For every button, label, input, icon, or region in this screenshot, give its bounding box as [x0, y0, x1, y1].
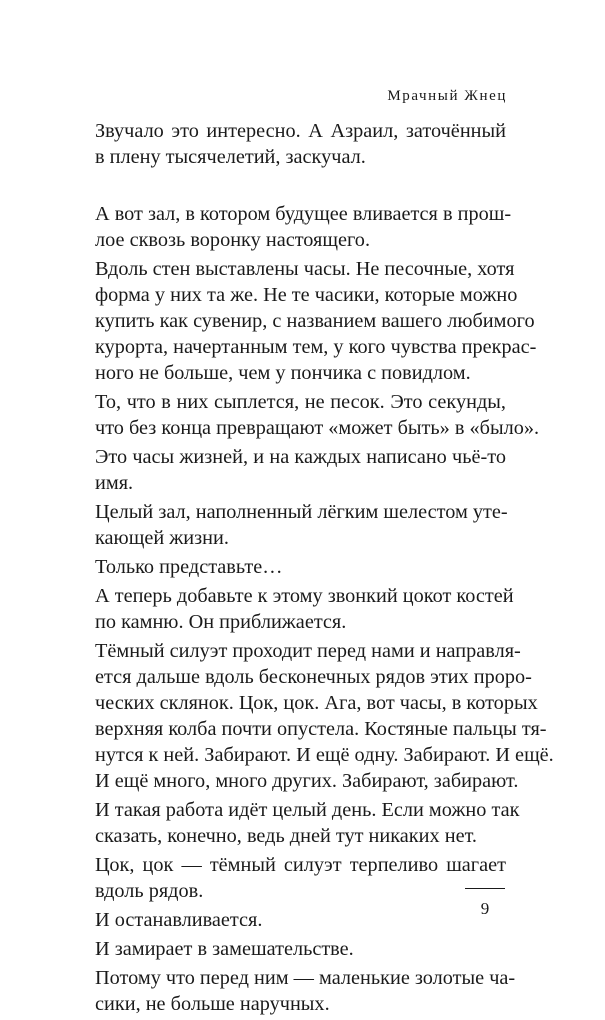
text-line: сики, не больше наручных. [95, 993, 330, 1015]
paragraph [95, 256, 537, 386]
text-line: купить как сувенир, с названием вашего любимого [95, 310, 535, 332]
text-line: Потому что перед ним — маленькие золотые ча- [95, 967, 516, 989]
text-line: лое сквозь воронку настоящего. [95, 229, 371, 251]
text-line: сказать, конечно, ведь дней тут никаких нет. [95, 825, 477, 847]
text-line: Звучало это интересно. А Азраил, заточённый [95, 120, 506, 142]
paragraph [95, 907, 506, 933]
paragraph [95, 965, 516, 1017]
text-line: А вот зал, в котором будущее вливается в прош- [95, 203, 512, 225]
text-line: Это часы жизней, и на каждых написано чьё-то [95, 446, 506, 468]
text-line: Только представьте… [95, 556, 283, 578]
text-line: ного не больше, чем у пончика с повидлом. [95, 362, 471, 384]
paragraph [95, 583, 514, 635]
text-line: И останавливается. [95, 909, 263, 931]
paragraph [95, 554, 506, 580]
text-line: курорта, начертанным тем, у кого чувства прекрас- [95, 336, 537, 358]
text-line: имя. [95, 472, 134, 494]
text-line: То, что в них сыплется, не песок. Это секунды, [95, 391, 506, 413]
text-line: кающей жизни. [95, 527, 229, 549]
paragraph [95, 118, 506, 170]
body-text [95, 118, 554, 1020]
text-line: Вдоль стен выставлены часы. Не песочные, хотя [95, 258, 515, 280]
paragraph [95, 936, 506, 962]
paragraph [95, 852, 506, 904]
paragraph [95, 201, 512, 253]
page-number: 9 [480, 899, 490, 918]
paragraph [95, 389, 540, 441]
text-line: И такая работа идёт целый день. Если можно так [95, 799, 520, 821]
running-head: Мрачный Жнец [387, 88, 507, 104]
text-line: Целый зал, наполненный лёгким шелестом уте- [95, 501, 508, 523]
text-line: И ещё много, много других. Забирают, забирают. [95, 770, 519, 792]
paragraph [95, 638, 554, 794]
text-line: И замирает в замешательстве. [95, 938, 354, 960]
text-line: Цок, цок — тёмный силуэт терпеливо шагает [95, 854, 506, 876]
paragraph [95, 797, 520, 849]
text-line: Тёмный силуэт проходит перед нами и направля- [95, 640, 521, 662]
text-line: А теперь добавьте к этому звонкий цокот костей [95, 585, 514, 607]
text-line: ется дальше вдоль бесконечных рядов этих проро- [95, 666, 532, 688]
text-line: что без конца превращают «может быть» в «было». [95, 417, 540, 439]
text-line: ческих склянок. Цок, цок. Ага, вот часы, в которых [95, 692, 538, 714]
footer-rule [465, 888, 505, 889]
text-line: вдоль рядов. [95, 880, 204, 902]
paragraph [95, 444, 506, 496]
text-line: по камню. Он приближается. [95, 611, 347, 633]
text-line: в плену тысячелетий, заскучал. [95, 146, 366, 168]
text-line: форма у них та же. Не те часики, которые можно [95, 284, 518, 306]
paragraph [95, 499, 506, 551]
text-line: нутся к ней. Забирают. И ещё одну. Забирают. И ещё. [95, 744, 554, 766]
text-line: верхняя колба почти опустела. Костяные пальцы тя- [95, 718, 547, 740]
